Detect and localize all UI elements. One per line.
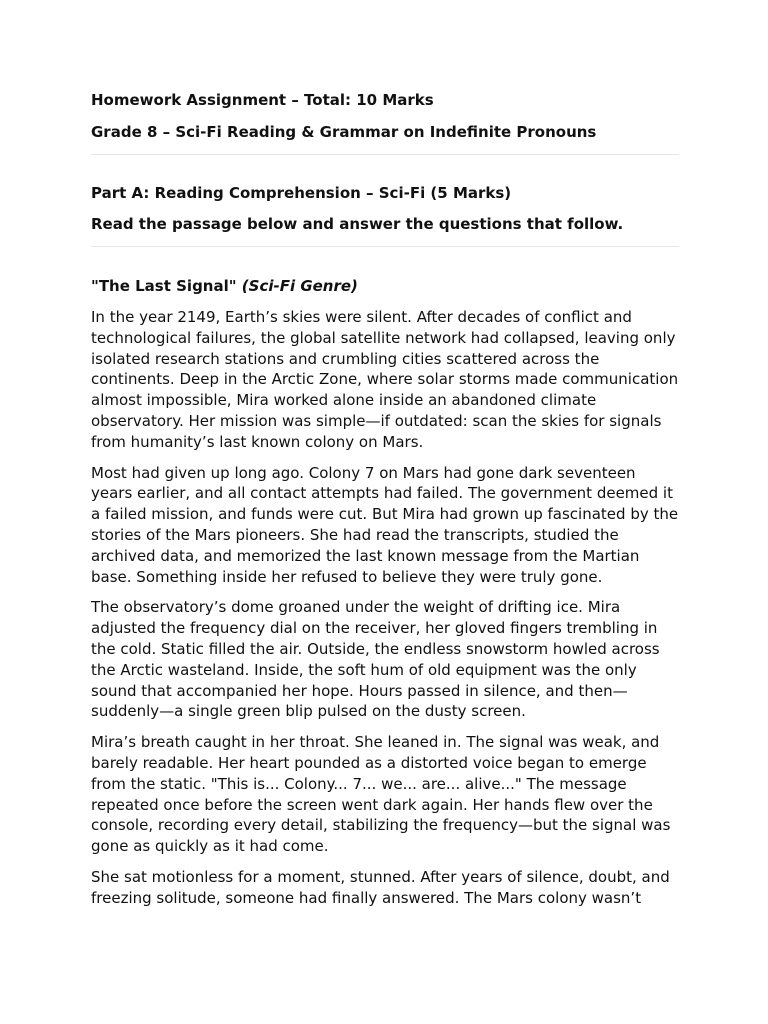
part-a-heading: Part A: Reading Comprehension – Sci-Fi (5 Marks)	[91, 184, 512, 202]
story-paragraph: Mira’s breath caught in her throat. She leaned in. The signal was weak, and barely readable. Her heart pounded as a distorted voice began to emerge from the static. "This is... Colony... 7... we... are... alive..." The message repeated once before the screen went dark again. Her hands flew over the console, recording every detail, stabilizing the frequency—but the signal was gone as quickly as it had come.	[91, 733, 671, 856]
story-paragraph: Most had given up long ago. Colony 7 on Mars had gone dark seventeen years earlier, and all contact attempts had failed. The government deemed it a failed mission, and funds were cut. But Mira had grown up fascinated by the stories of the Mars pioneers. She had read the transcripts, studied the archived data, and memorized the last known message from the Martian base. Something inside her refused to believe they were truly gone.	[91, 463, 679, 586]
document-page	[91, 89, 679, 909]
story-paragraph: In the year 2149, Earth’s skies were silent. After decades of conflict and technological failures, the global satellite network had collapsed, leaving only isolated research stations and crumbling cities scattered across the continents. Deep in the Arctic Zone, where solar storms made communication almost impossible, Mira worked alone inside an abandoned climate observatory. Her mission was simple—if outdated: scan the skies for signals from humanity’s last known colony on Mars.	[91, 308, 679, 451]
story-heading	[91, 275, 679, 297]
story-paragraph: The observatory’s dome groaned under the weight of drifting ice. Mira adjusted the frequency dial on the receiver, her gloved fingers trembling in the cold. Static filled the air. Outside, the endless snowstorm howled across the Arctic wasteland. Inside, the soft hum of old equipment was the only sound that accompanied her hope. Hours passed in silence, and then—suddenly—a single green blip pulsed on the dusty screen.	[91, 598, 660, 721]
section-divider	[91, 154, 679, 155]
story-paragraph: She sat motionless for a moment, stunned. After years of silence, doubt, and freezing solitude, someone had finally answered. The Mars colony wasn’t	[91, 867, 670, 907]
story-title: "The Last Signal"	[91, 277, 242, 295]
part-a-instruction: Read the passage below and answer the questions that follow.	[91, 215, 624, 233]
story-genre: (Sci-Fi Genre)	[241, 277, 358, 295]
assignment-title: Homework Assignment – Total: 10 Marks	[91, 91, 434, 109]
section-divider	[91, 246, 679, 247]
assignment-subtitle: Grade 8 – Sci-Fi Reading & Grammar on Indefinite Pronouns	[91, 123, 597, 141]
